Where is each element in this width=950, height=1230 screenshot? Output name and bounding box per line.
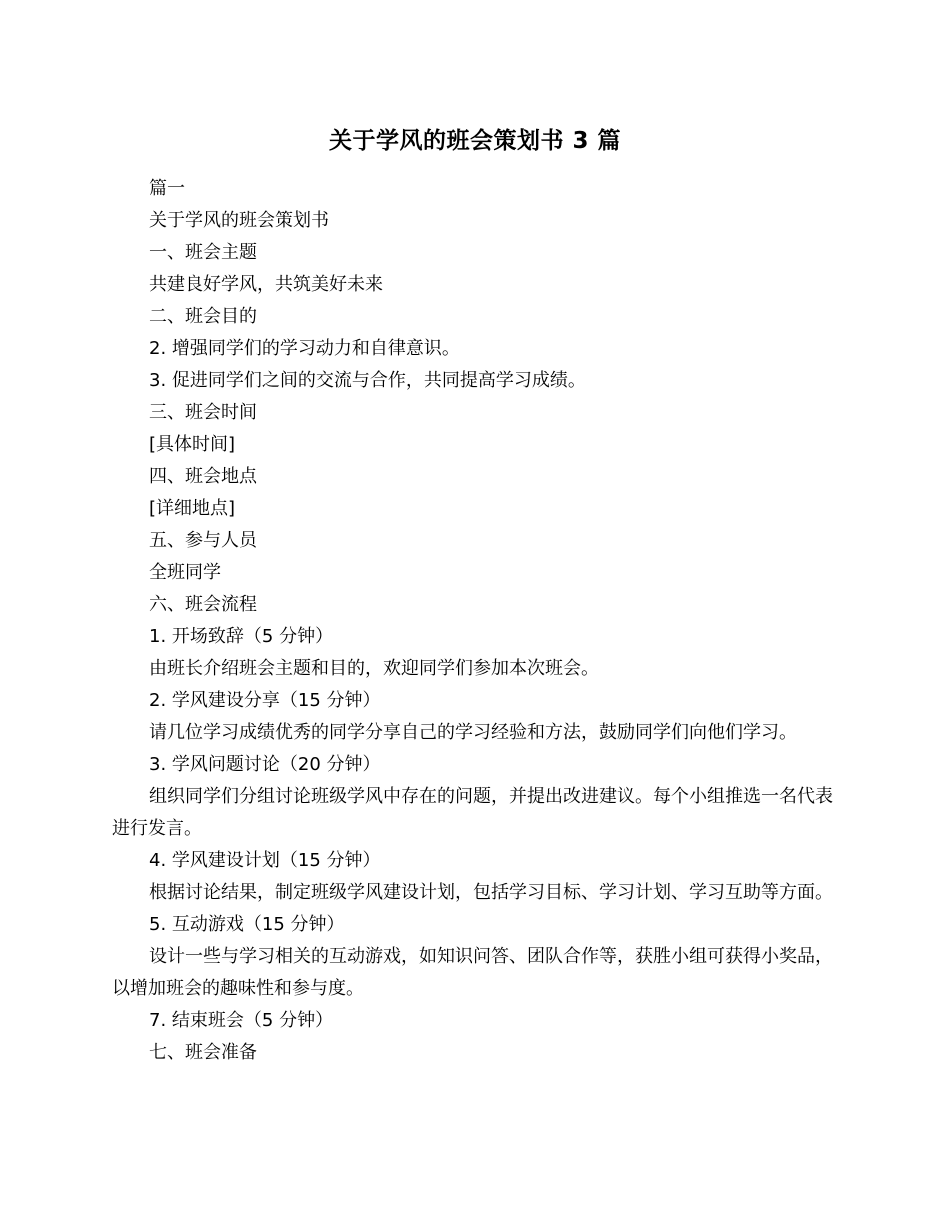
list-item: 5. 互动游戏（15 分钟） — [149, 914, 345, 935]
paragraph: 请几位学习成绩优秀的同学分享自己的学习经验和方法，鼓励同学们向他们学习。 — [149, 722, 797, 743]
section-heading: 四、班会地点 — [149, 466, 257, 487]
document-body — [112, 173, 842, 1069]
section-heading: 二、班会目的 — [149, 306, 257, 327]
list-item: 4. 学风建设计划（15 分钟） — [149, 850, 381, 871]
paragraph: 共建良好学风，共筑美好未来 — [149, 274, 383, 295]
paragraph: 3. 促进同学们之间的交流与合作，共同提高学习成绩。 — [149, 370, 586, 391]
paragraph: 由班长介绍班会主题和目的，欢迎同学们参加本次班会。 — [149, 658, 599, 679]
paragraph: 2. 增强同学们的学习动力和自律意识。 — [149, 338, 460, 359]
paragraph: 根据讨论结果，制定班级学风建设计划，包括学习目标、学习计划、学习互助等方面。 — [149, 882, 833, 903]
document-title: 关于学风的班会策划书 3 篇 — [328, 128, 622, 154]
paragraph: 设计一些与学习相关的互动游戏，如知识问答、团队合作等，获胜小组可获得小奖品，以增加班会的趣味性和参与度。 — [112, 946, 833, 999]
list-item: 7. 结束班会（5 分钟） — [149, 1010, 334, 1031]
paragraph: [具体时间] — [149, 434, 236, 455]
section-heading: 七、班会准备 — [149, 1042, 257, 1063]
list-item: 3. 学风问题讨论（20 分钟） — [149, 754, 381, 775]
paragraph: 篇一 — [149, 178, 185, 199]
paragraph: 全班同学 — [149, 562, 221, 583]
paragraph: [详细地点] — [149, 498, 236, 519]
paragraph: 组织同学们分组讨论班级学风中存在的问题，并提出改进建议。每个小组推选一名代表进行发言。 — [112, 786, 833, 839]
section-heading: 三、班会时间 — [149, 402, 257, 423]
list-item: 2. 学风建设分享（15 分钟） — [149, 690, 381, 711]
section-heading: 六、班会流程 — [149, 594, 257, 615]
section-heading: 一、班会主题 — [149, 242, 257, 263]
list-item: 1. 开场致辞（5 分钟） — [149, 626, 334, 647]
paragraph: 关于学风的班会策划书 — [149, 210, 329, 231]
section-heading: 五、参与人员 — [149, 530, 257, 551]
